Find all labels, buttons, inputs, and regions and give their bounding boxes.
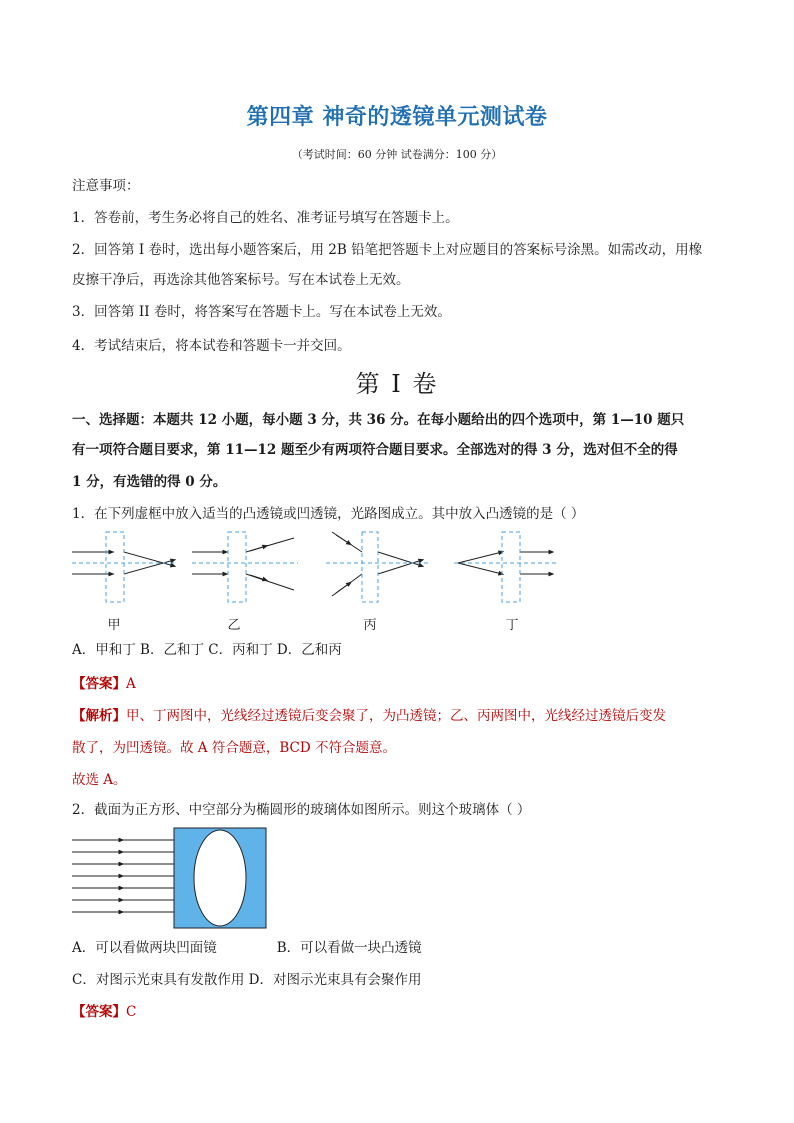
- exam-info: （考试时间：60 分钟 试卷满分：100 分）: [291, 148, 503, 161]
- question-1-answer: [72, 674, 732, 694]
- analysis-text: 甲、丁两图中，光线经过透镜后变会聚了，为凸透镜；乙、丙两图中，光线经过透镜后变发: [126, 708, 666, 724]
- figure-label: 丙: [363, 618, 377, 633]
- answer-label: 【答案】: [72, 1004, 126, 1020]
- option-a: A．可以看做两块凹面镜: [72, 940, 217, 956]
- notice-item: 3．回答第 II 卷时，将答案写在答题卡上。写在本试卷上无效。: [72, 304, 451, 320]
- answer-value: A: [126, 676, 136, 692]
- parallel-light-beam: [72, 840, 174, 912]
- question-1-stem: 1．在下列虚框中放入适当的凸透镜或凹透镜，光路图成立。其中放入凸透镜的是（ ）: [72, 506, 585, 522]
- notice-item: 2．回答第 I 卷时，选出每小题答案后，用 2B 铅笔把答题卡上对应题目的答案标号涂黑。如需改动，用橡: [72, 242, 703, 258]
- question-1-analysis: [72, 706, 732, 726]
- figure-label: 甲: [107, 618, 121, 633]
- analysis-label: 【解析】: [72, 708, 126, 724]
- diagram-yi: [192, 532, 298, 602]
- diagram-ding: [454, 532, 558, 602]
- notice-heading: 注意事项：: [72, 178, 140, 194]
- glass-block-diagram: [70, 826, 270, 932]
- diagram-bing: [326, 532, 428, 602]
- notice-item: 4．考试结束后，将本试卷和答题卡一并交回。: [72, 338, 351, 354]
- section-intro: 一、选择题：本题共 12 小题，每小题 3 分，共 36 分。在每小题给出的四个选项中，第 1—10 题只: [72, 412, 685, 428]
- question-1-options: A．甲和丁 B．乙和丁 C．丙和丁 D．乙和丙: [72, 642, 342, 658]
- answer-value: C: [126, 1004, 137, 1020]
- figure-label: 乙: [227, 618, 241, 633]
- answer-label: 【答案】: [72, 676, 126, 692]
- notice-item: 皮擦干净后，再选涂其他答案标号。写在本试卷上无效。: [72, 272, 410, 288]
- question-1-analysis-cont: 散了，为凹透镜。故 A 符合题意，BCD 不符合题意。: [72, 740, 396, 756]
- page-title: 第四章 神奇的透镜单元测试卷: [246, 105, 548, 130]
- notice-item: 1．答卷前，考生务必将自己的姓名、准考证号填写在答题卡上。: [72, 210, 459, 226]
- question-1-conclusion: 故选 A。: [72, 772, 127, 788]
- section-intro: 有一项符合题目要求，第 11—12 题至少有两项符合题目要求。全部选对的得 3 分，选对但不全的得: [72, 442, 678, 458]
- question-2-stem: 2．截面为正方形、中空部分为椭圆形的玻璃体如图所示。则这个玻璃体（ ）: [72, 802, 531, 818]
- question-2-options-row2: C．对图示光束具有发散作用 D．对图示光束具有会聚作用: [72, 972, 422, 988]
- section-intro: 1 分，有选错的得 0 分。: [72, 474, 227, 490]
- option-b: B．可以看做一块凸透镜: [276, 940, 422, 956]
- section-title: 第 I 卷: [355, 370, 439, 398]
- question-2-answer: [72, 1002, 732, 1022]
- figure-label: 丁: [505, 618, 519, 633]
- diagram-jia: [72, 532, 176, 602]
- elliptical-hollow: [194, 830, 246, 926]
- question-2-options-row1: [72, 938, 732, 958]
- lens-diagrams: [66, 528, 566, 608]
